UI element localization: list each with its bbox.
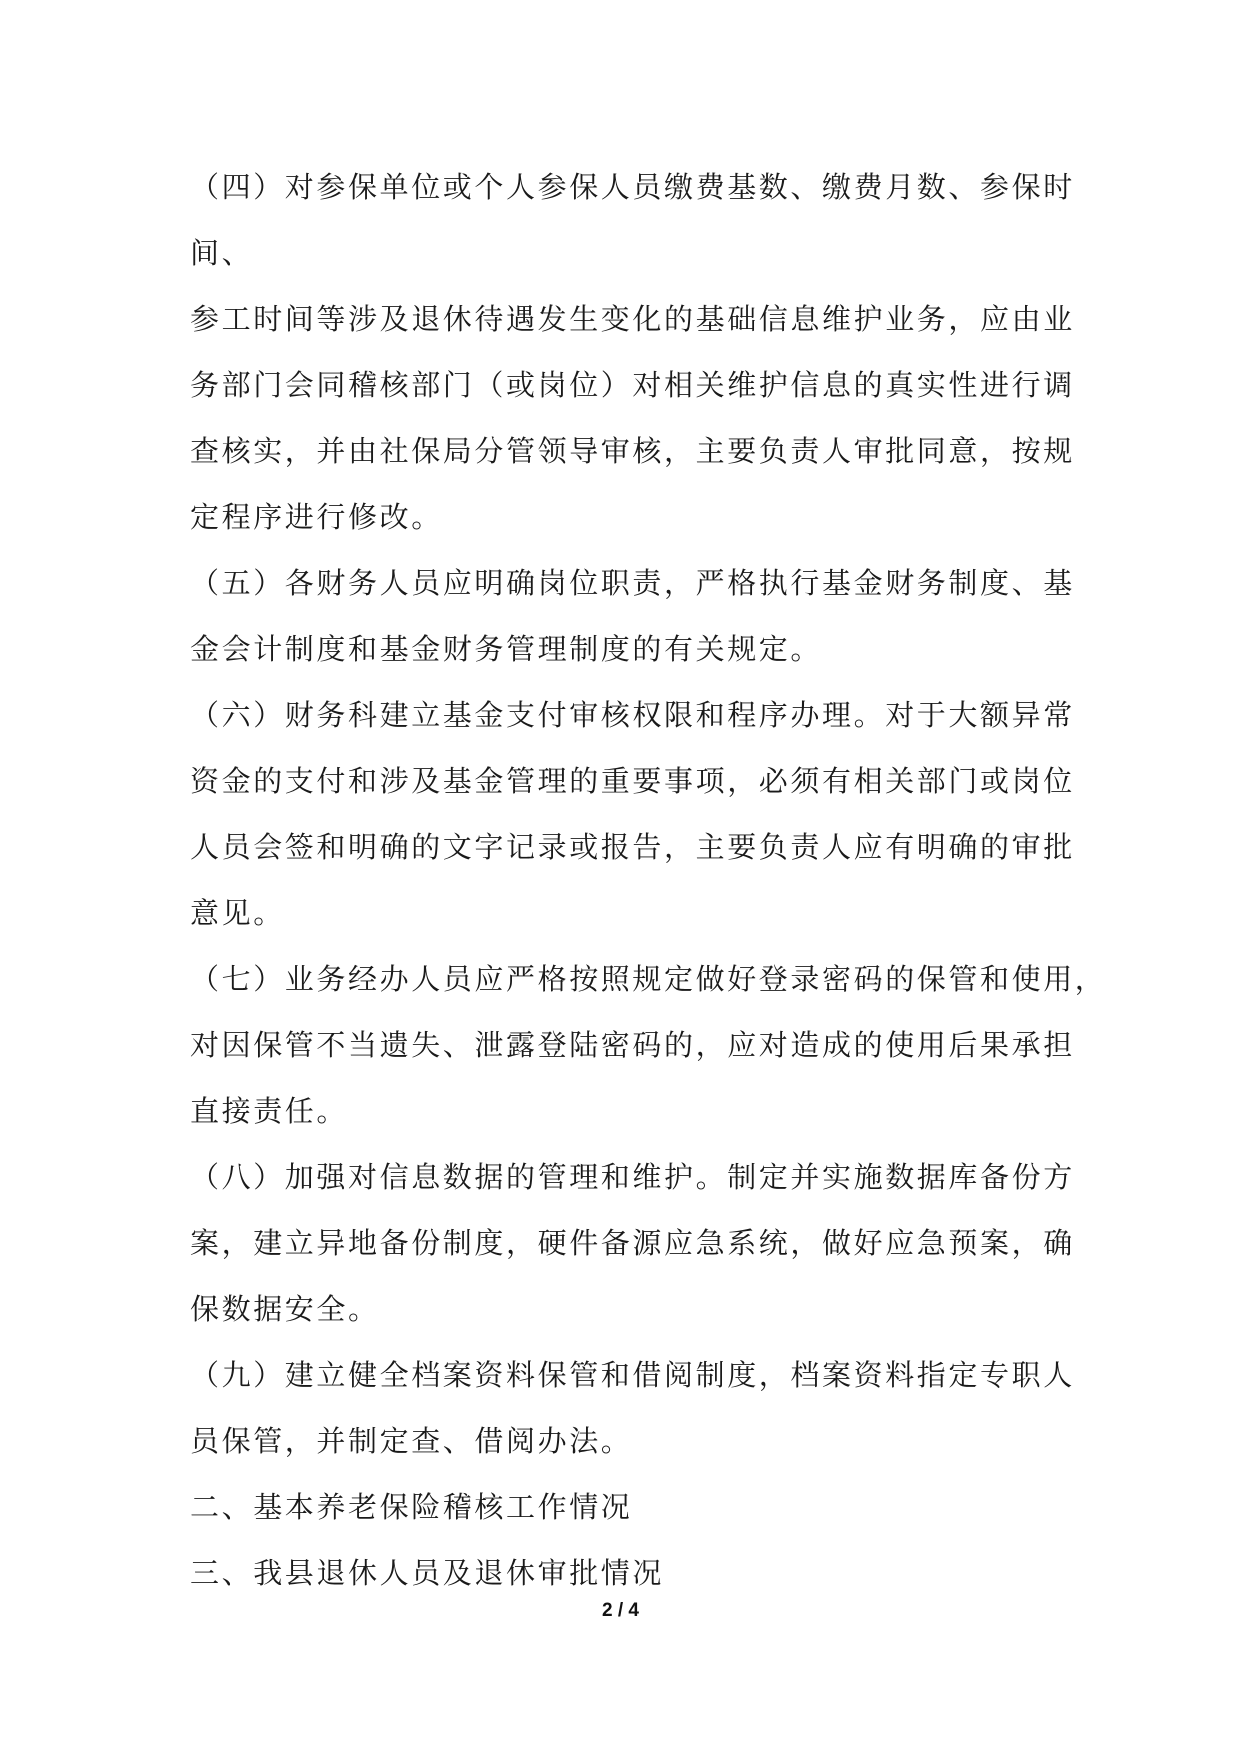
- text-line: （四）对参保单位或个人参保人员缴费基数、缴费月数、参保时: [190, 170, 1075, 204]
- text-line: 人员会签和明确的文字记录或报告，主要负责人应有明确的审批: [190, 830, 1075, 864]
- text-line: （七）业务经办人员应严格按照规定做好登录密码的保管和使用，: [190, 962, 1107, 996]
- text-line: 案，建立异地备份制度，硬件备源应急系统，做好应急预案，确: [190, 1226, 1075, 1260]
- text-line: （五）各财务人员应明确岗位职责，严格执行基金财务制度、基: [190, 566, 1075, 600]
- text-line: 参工时间等涉及退休待遇发生变化的基础信息维护业务，应由业: [190, 302, 1075, 336]
- text-line: 员保管，并制定查、借阅办法。: [190, 1424, 633, 1458]
- document-body: [190, 154, 1107, 1606]
- text-line: 查核实，并由社保局分管领导审核，主要负责人审批同意，按规: [190, 434, 1075, 468]
- text-line: （九）建立健全档案资料保管和借阅制度，档案资料指定专职人: [190, 1358, 1075, 1392]
- text-line: （八）加强对信息数据的管理和维护。制定并实施数据库备份方: [190, 1160, 1075, 1194]
- text-line: 保数据安全。: [190, 1292, 380, 1326]
- section-heading: 三、我县退休人员及退休审批情况: [190, 1556, 665, 1590]
- text-line: 对因保管不当遗失、泄露登陆密码的，应对造成的使用后果承担: [190, 1028, 1075, 1062]
- text-line: （六）财务科建立基金支付审核权限和程序办理。对于大额异常: [190, 698, 1075, 732]
- text-line: 金会计制度和基金财务管理制度的有关规定。: [190, 632, 823, 666]
- page-number: 2 / 4: [602, 1600, 639, 1621]
- text-line: 定程序进行修改。: [190, 500, 443, 534]
- text-line: 务部门会同稽核部门（或岗位）对相关维护信息的真实性进行调: [190, 368, 1075, 402]
- section-heading: 二、基本养老保险稽核工作情况: [190, 1490, 633, 1524]
- text-line: 直接责任。: [190, 1094, 349, 1128]
- text-line: 资金的支付和涉及基金管理的重要事项，必须有相关部门或岗位: [190, 764, 1075, 798]
- text-line: 意见。: [190, 896, 285, 930]
- text-line: 间、: [190, 236, 254, 270]
